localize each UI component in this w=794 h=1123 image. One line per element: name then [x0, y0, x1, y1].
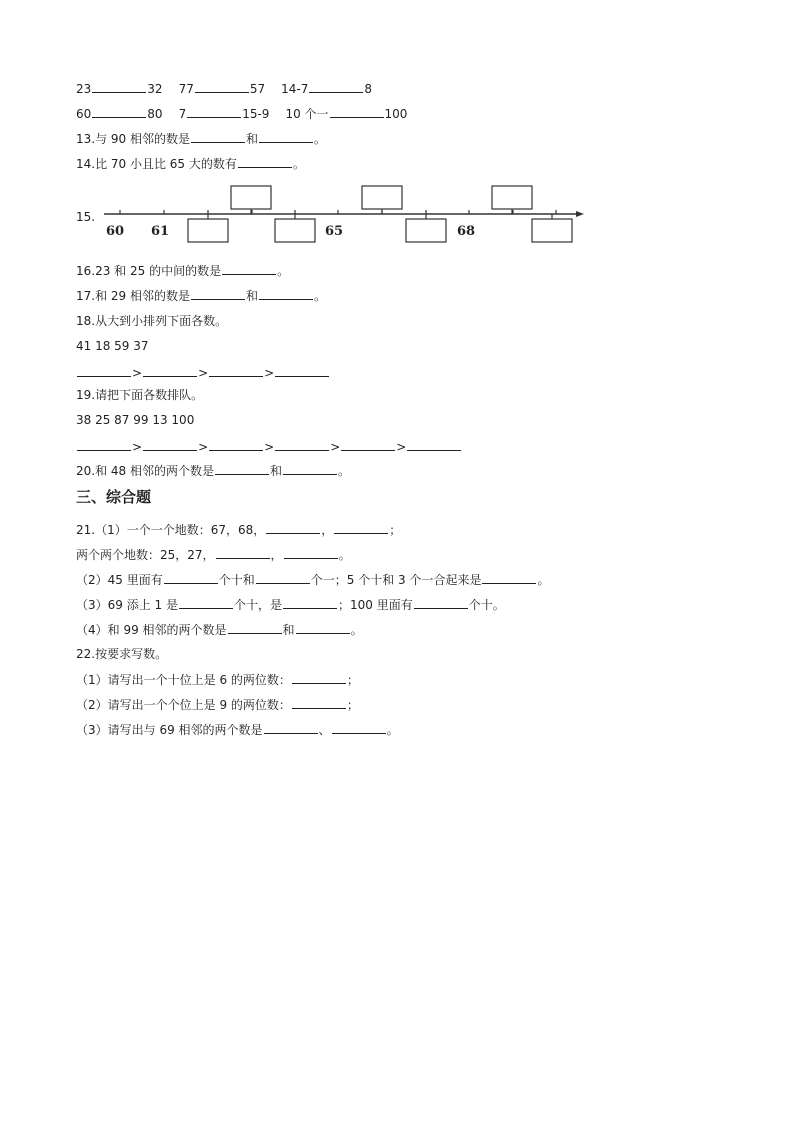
answer-blank[interactable] [164, 571, 218, 584]
greater-than: > [396, 440, 407, 454]
punctuation: 、 [318, 723, 331, 737]
punctuation: 。 [292, 157, 305, 171]
answer-box-upper-3[interactable] [492, 186, 532, 209]
answer-blank[interactable] [191, 130, 245, 143]
punctuation: ， [321, 523, 334, 537]
answer-blank[interactable] [179, 596, 233, 609]
question-19-numbers: 38 25 87 99 13 100 [76, 413, 195, 427]
answer-box-lower-4[interactable] [532, 219, 572, 242]
answer-blank[interactable] [209, 364, 263, 377]
answer-blank[interactable] [228, 621, 282, 634]
punctuation: 。 [314, 132, 327, 146]
punctuation: 。 [277, 264, 290, 278]
answer-box-lower-1[interactable] [188, 219, 228, 242]
answer-blank[interactable] [292, 696, 346, 709]
question-14 [76, 155, 305, 172]
greater-than: > [264, 366, 275, 380]
answer-box-upper-1[interactable] [231, 186, 271, 209]
answer-blank[interactable] [222, 262, 276, 275]
answer-blank[interactable] [259, 287, 313, 300]
punctuation: ； [346, 673, 359, 687]
question-text: （4）和 99 相邻的两个数是 [76, 623, 227, 637]
answer-blank[interactable] [296, 621, 350, 634]
compare-right-5: 15-9 [242, 107, 270, 121]
question-21-part-2 [76, 571, 549, 588]
question-text: （2）请写出一个个位上是 9 的两位数： [76, 698, 291, 712]
question-text: ；100 里面有 [338, 598, 413, 612]
answer-blank[interactable] [216, 546, 270, 559]
answer-blank[interactable] [334, 521, 388, 534]
question-text: 个十，是 [233, 598, 282, 612]
answer-blank[interactable] [77, 364, 131, 377]
question-text: 两个两个地数：25，27， [76, 548, 215, 562]
greater-than: > [330, 440, 341, 454]
question-text: （1）请写出一个十位上是 6 的两位数： [76, 673, 291, 687]
compare-left-4: 60 [76, 107, 92, 121]
punctuation: 。 [386, 723, 399, 737]
answer-blank[interactable] [332, 721, 386, 734]
punctuation: ； [389, 523, 402, 537]
answer-blank[interactable] [256, 571, 310, 584]
question-22-prompt: 22.按要求写数。 [76, 647, 168, 661]
compare-left-2: 77 [178, 82, 194, 96]
compare-right-2: 57 [249, 82, 266, 96]
number-line [76, 182, 596, 246]
question-text: 16.23 和 25 的中间的数是 [76, 264, 222, 278]
question-22-part-1 [76, 671, 359, 688]
greater-than: > [132, 440, 143, 454]
compare-right-4: 80 [147, 107, 163, 121]
answer-blank[interactable] [330, 105, 384, 118]
answer-blank[interactable] [482, 571, 536, 584]
connector-text: 和 [269, 464, 282, 478]
answer-blank[interactable] [414, 596, 468, 609]
question-17 [76, 287, 326, 304]
question-18-numbers: 41 18 59 37 [76, 339, 149, 353]
question-text: 个十和 [218, 573, 255, 587]
greater-than: > [198, 366, 209, 380]
compare-left-6: 10 个一 [285, 107, 329, 121]
punctuation: 。 [338, 548, 351, 562]
compare-right-3: 8 [364, 82, 372, 96]
answer-blank[interactable] [264, 721, 318, 734]
answer-blank[interactable] [77, 438, 131, 451]
compare-left-5: 7 [178, 107, 187, 121]
answer-blank[interactable] [92, 80, 146, 93]
question-text: 21.（1）一个一个地数：67，68， [76, 523, 266, 537]
question-19-prompt: 19.请把下面各数排队。 [76, 388, 204, 402]
punctuation: ； [346, 698, 359, 712]
question-22-part-3 [76, 721, 399, 738]
answer-blank[interactable] [284, 546, 338, 559]
answer-blank[interactable] [275, 364, 329, 377]
compare-row-1 [76, 80, 372, 97]
compare-right-6: 100 [384, 107, 408, 121]
question-20 [76, 462, 350, 479]
question-22-part-2 [76, 696, 359, 713]
question-13 [76, 130, 326, 147]
answer-blank[interactable] [209, 438, 263, 451]
answer-blank[interactable] [283, 462, 337, 475]
question-text: （3）69 添上 1 是 [76, 598, 178, 612]
question-21-part-1 [76, 521, 401, 538]
question-text: 14.比 70 小且比 65 大的数有 [76, 157, 237, 171]
question-text: 个十。 [468, 598, 505, 612]
greater-than: > [198, 440, 209, 454]
answer-blank[interactable] [266, 521, 320, 534]
compare-left-1: 23 [76, 82, 92, 96]
answer-blank[interactable] [195, 80, 249, 93]
answer-blank[interactable] [259, 130, 313, 143]
answer-box-lower-2[interactable] [275, 219, 315, 242]
question-18-prompt: 18.从大到小排列下面各数。 [76, 314, 228, 328]
compare-right-1: 32 [147, 82, 163, 96]
answer-blank[interactable] [309, 80, 363, 93]
question-text: （3）请写出与 69 相邻的两个数是 [76, 723, 263, 737]
answer-blank[interactable] [283, 596, 337, 609]
answer-blank[interactable] [92, 105, 146, 118]
connector-text: 和 [245, 289, 258, 303]
punctuation: 。 [350, 623, 363, 637]
question-text: 个一；5 个十和 3 个一合起来是 [310, 573, 482, 587]
answer-blank[interactable] [187, 105, 241, 118]
answer-blank[interactable] [407, 438, 461, 451]
compare-left-3: 14-7 [281, 82, 309, 96]
section-heading: 三、综合题 [76, 488, 152, 506]
connector-text: 和 [245, 132, 258, 146]
question-text: （2）45 里面有 [76, 573, 163, 587]
question-21-part-3 [76, 596, 505, 613]
answer-blank[interactable] [143, 438, 197, 451]
question-15-label: 15. [76, 210, 96, 224]
greater-than: > [132, 366, 143, 380]
answer-box-upper-2[interactable] [362, 186, 402, 209]
question-16 [76, 262, 289, 279]
question-18-answer [76, 364, 330, 381]
answer-blank[interactable] [215, 462, 269, 475]
question-21-part-4 [76, 621, 363, 638]
punctuation: 。 [314, 289, 327, 303]
answer-blank[interactable] [143, 364, 197, 377]
tick-label-60: 60 [106, 224, 125, 239]
question-text: 13.与 90 相邻的数是 [76, 132, 190, 146]
answer-blank[interactable] [341, 438, 395, 451]
question-21-part-1b [76, 546, 351, 563]
answer-blank[interactable] [292, 671, 346, 684]
question-text: 17.和 29 相邻的数是 [76, 289, 190, 303]
tick-label-68: 68 [457, 224, 476, 239]
number-line-arrow [576, 211, 584, 217]
answer-box-lower-3[interactable] [406, 219, 446, 242]
question-text: 20.和 48 相邻的两个数是 [76, 464, 214, 478]
question-19-answer [76, 438, 462, 455]
greater-than: > [264, 440, 275, 454]
connector-text: 和 [282, 623, 295, 637]
punctuation: 。 [537, 573, 550, 587]
punctuation: 。 [338, 464, 351, 478]
compare-row-2 [76, 105, 407, 122]
punctuation: ， [270, 548, 283, 562]
answer-blank[interactable] [238, 155, 292, 168]
answer-blank[interactable] [191, 287, 245, 300]
tick-label-61: 61 [151, 224, 170, 239]
answer-blank[interactable] [275, 438, 329, 451]
tick-label-65: 65 [325, 224, 344, 239]
